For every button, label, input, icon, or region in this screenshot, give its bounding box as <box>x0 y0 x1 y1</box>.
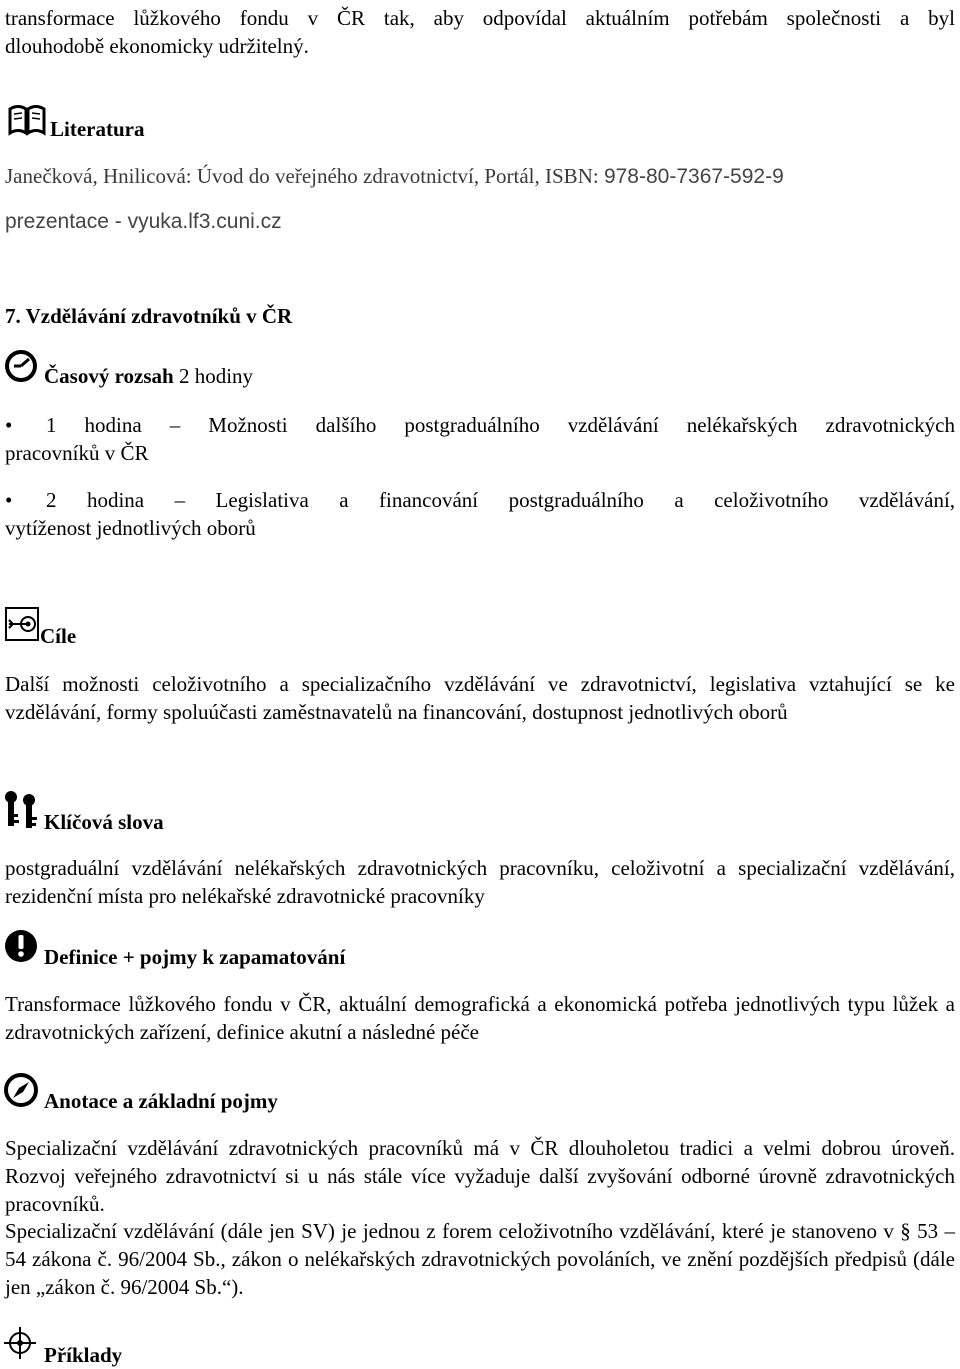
literature-ref-2: prezentace - vyuka.lf3.cuni.cz <box>5 210 282 233</box>
goals-heading: Cíle <box>40 624 77 648</box>
target-arrow-icon <box>5 607 39 641</box>
time-item-1-line-2: pracovníků v ČR <box>5 441 149 465</box>
annotation-heading: Anotace a základní pojmy <box>44 1089 278 1113</box>
chapter-title: 7. Vzdělávání zdravotníků v ČR <box>5 304 293 328</box>
literature-ref-1: Janečková, Hnilicová: Úvod do veřejného zdravotnictví, Portál, ISBN: 978-80-7367-592-9 <box>5 164 784 188</box>
intro-line-1: transformace lůžkového fondu v ČR tak, aby odpovídal aktuálním potřebám společnosti a byl <box>5 6 955 30</box>
exclamation-icon <box>3 928 39 964</box>
time-item-1-line-1: 1 hodina – Možnosti dalšího postgraduálního vzdělávání nelékařských zdravotnických <box>46 413 955 437</box>
intro-line-2: dlouhodobě ekonomicky udržitelný. <box>5 34 309 58</box>
compass-icon <box>3 1072 39 1108</box>
bullet-2: • <box>5 488 13 512</box>
definitions-heading: Definice + pojmy k zapamatování <box>44 945 346 969</box>
keywords-text: postgraduální vzdělávání nelékařských zdravotnických pracovníku, celoživotní a specializační vzdělávání, rezidenční místa pro nelékařské zdravotnické pracovníky <box>5 856 955 908</box>
annotation-paragraph-2: Specializační vzdělávání (dále jen SV) je jednou z forem celoživotního vzdělávání, které je stanoveno v § 53 – 54 zákona č. 96/2004 Sb., zákon o nelékařských zdravotnických povoláních, ve znění pozdějších předpisů (dále jen „zákon č. 96/2004 Sb.“). <box>5 1219 955 1299</box>
bullet-1: • <box>5 413 13 437</box>
time-scope: Časový rozsah 2 hodiny <box>44 364 254 388</box>
goals-text: Další možnosti celoživotního a specializačního vzdělávání ve zdravotnictví, legislativa vztahující se ke vzdělávání, formy spoluúčasti zaměstnavatelů na financování, dostupnost jednotlivých oborů <box>5 672 955 724</box>
open-book-icon <box>7 103 47 137</box>
annotation-paragraph-1: Specializační vzdělávání zdravotnických pracovníků má v ČR dlouholetou tradici a velmi dobrou úroveň. Rozvoj veřejného zdravotnictví si u nás stále více vyžaduje další zvyšování odborné úrovně zdravotnických pracovníků. <box>5 1136 955 1216</box>
keywords-heading: Klíčová slova <box>44 810 164 834</box>
definitions-text: Transformace lůžkového fondu v ČR, aktuální demografická a ekonomická potřeba jednotlivých typu lůžek a zdravotnických zařízení, definice akutní a následné péče <box>5 992 955 1044</box>
crosshair-icon <box>3 1326 41 1364</box>
examples-heading: Příklady <box>44 1343 123 1367</box>
time-item-2-line-2: vytíženost jednotlivých oborů <box>5 516 256 540</box>
literature-heading: Literatura <box>50 117 145 141</box>
keys-icon <box>3 790 41 830</box>
stopwatch-icon <box>3 347 39 383</box>
time-item-2-line-1: 2 hodina – Legislativa a financování postgraduálního a celoživotního vzdělávání, <box>46 488 956 512</box>
